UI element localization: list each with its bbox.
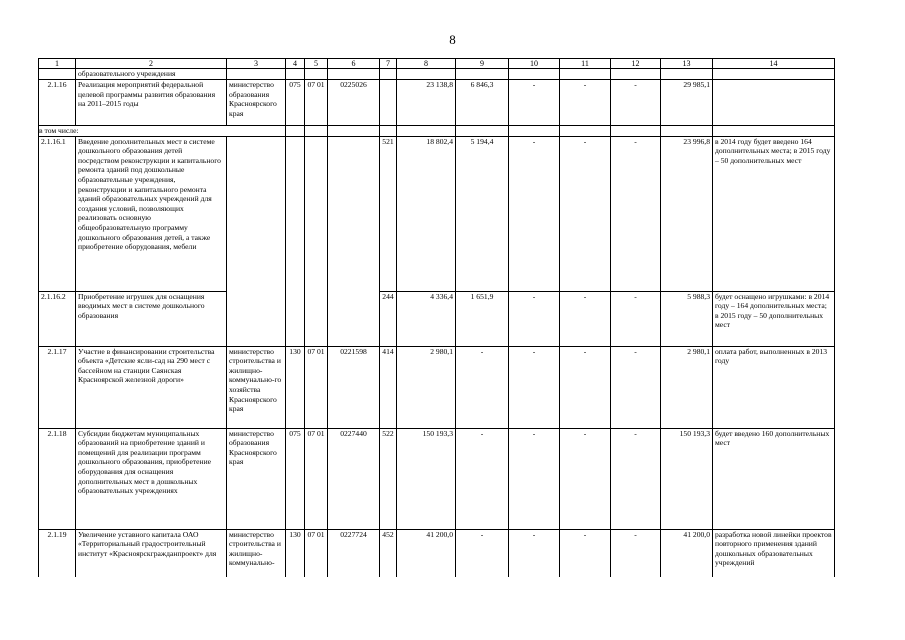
- cell-c9: 5 194,4: [456, 136, 509, 291]
- cell-c7: 244: [380, 291, 397, 346]
- cell-c9: -: [456, 529, 509, 577]
- cell-c13: 29 985,1: [661, 80, 713, 126]
- cell-c5: 07 01: [305, 80, 328, 126]
- row-name: Увеличение уставного капитала ОАО «Территориальный градостроительный институт «Красноярскгражданпроект» для: [76, 529, 227, 577]
- row-number: 2.1.16: [39, 80, 76, 126]
- cell-c13: 2 980,1: [661, 346, 713, 428]
- col-header: 1: [39, 59, 76, 69]
- col-header: 14: [713, 59, 835, 69]
- cell-c7: 414: [380, 346, 397, 428]
- cell-c9: -: [456, 346, 509, 428]
- row-name: Введение дополнительных мест в системе дошкольного образования детей посредством реконструкции и капитального ремонта зданий под дошкольные образовательные учреждения, реконструкции и капитального ремонта зданий образовательных учреждений для создания условий, позволяющих реализовать основную общеобразовательную программу дошкольного образования детей, а также приобретение оборудования, мебели: [76, 136, 227, 291]
- row-agency: министерство строительства и жилищно-коммунально-го хозяйства Красноярского края: [227, 346, 286, 428]
- cell-c4: 075: [286, 428, 305, 529]
- header-row: [39, 59, 835, 69]
- cell-c11: -: [560, 346, 611, 428]
- col-header: 7: [380, 59, 397, 69]
- continuation-row: [39, 69, 835, 80]
- row-number: 2.1.17: [39, 346, 76, 428]
- row-name: Реализация мероприятий федеральной целевой программы развития образования на 2011–2015 годы: [76, 80, 227, 126]
- cell-c6: 0221598: [328, 346, 380, 428]
- row-agency: [227, 136, 286, 346]
- row-name: Участие в финансировании строительства объекта «Детские ясли-сад на 290 мест с бассейном на станции Саянская Красноярской железной дороги»: [76, 346, 227, 428]
- page-number: 8: [449, 32, 456, 47]
- cell-c11: -: [560, 80, 611, 126]
- cell-c5: 07 01: [305, 346, 328, 428]
- col-header: 5: [305, 59, 328, 69]
- cell-c7: 521: [380, 136, 397, 291]
- col-header: 12: [611, 59, 661, 69]
- table-row: [39, 428, 835, 529]
- cell-c10: -: [509, 346, 560, 428]
- cell-c8: 2 980,1: [397, 346, 456, 428]
- cell-c12: -: [611, 80, 661, 126]
- col-header: 11: [560, 59, 611, 69]
- cell-c7: 522: [380, 428, 397, 529]
- cell-c12: -: [611, 529, 661, 577]
- row-number: 2.1.19: [39, 529, 76, 577]
- row-name: Приобретение игрушек для оснащения вводимых мест в системе дошкольного образования: [76, 291, 227, 346]
- row-number: 2.1.18: [39, 428, 76, 529]
- table-row: [39, 346, 835, 428]
- row-agency: министерство строительства и жилищно-коммунально-: [227, 529, 286, 577]
- col-header: 8: [397, 59, 456, 69]
- cell-c11: -: [560, 428, 611, 529]
- cell-c10: -: [509, 80, 560, 126]
- cell-c13: 5 988,3: [661, 291, 713, 346]
- cell-c12: -: [611, 346, 661, 428]
- col-header: 13: [661, 59, 713, 69]
- row-name: Субсидии бюджетам муниципальных образований на приобретение зданий и помещений для реализации программ дошкольного образования, приобретение оборудования для оснащения дополнительных мест в дошкольных образовательных учреждениях: [76, 428, 227, 529]
- col-header: 10: [509, 59, 560, 69]
- cell-c10: -: [509, 136, 560, 291]
- subtotal-label-row: [39, 126, 835, 137]
- cell-c11: -: [560, 529, 611, 577]
- col-header: 6: [328, 59, 380, 69]
- col-header: 2: [76, 59, 227, 69]
- col-header: 4: [286, 59, 305, 69]
- col-header: 9: [456, 59, 509, 69]
- budget-table: [38, 58, 835, 577]
- cell-c14: [713, 80, 835, 126]
- continuation-text: образовательного учреждения: [76, 69, 227, 80]
- cell-c14: будет введено 160 дополнительных мест: [713, 428, 835, 529]
- cell-c14: разработка новой линейки проектов повторного применения зданий дошкольных образовательных учреждений: [713, 529, 835, 577]
- cell-c14: оплата работ, выполненных в 2013 году: [713, 346, 835, 428]
- table-row: [39, 291, 835, 346]
- cell-c5: 07 01: [305, 529, 328, 577]
- cell-c6: 0227724: [328, 529, 380, 577]
- cell-c12: -: [611, 136, 661, 291]
- row-number: 2.1.16.2: [39, 291, 76, 346]
- cell-c10: -: [509, 428, 560, 529]
- cell-c8: 18 802,4: [397, 136, 456, 291]
- cell-c9: -: [456, 428, 509, 529]
- subtotal-label: в том числе:: [39, 126, 286, 137]
- cell-c7: [380, 80, 397, 126]
- table-row: [39, 529, 835, 577]
- cell-c8: 41 200,0: [397, 529, 456, 577]
- cell-c4: 075: [286, 80, 305, 126]
- cell-c9: 6 846,3: [456, 80, 509, 126]
- cell-c4: 130: [286, 346, 305, 428]
- cell-c8: 4 336,4: [397, 291, 456, 346]
- cell-c8: 150 193,3: [397, 428, 456, 529]
- row-number: 2.1.16.1: [39, 136, 76, 291]
- cell-c10: -: [509, 529, 560, 577]
- cell-c10: -: [509, 291, 560, 346]
- cell-c11: -: [560, 291, 611, 346]
- cell-c9: 1 651,9: [456, 291, 509, 346]
- cell-c14: в 2014 году будет введено 164 дополнительных места; в 2015 году – 50 дополнительных мест: [713, 136, 835, 291]
- row-agency: министерство образования Красноярского края: [227, 428, 286, 529]
- table-row: [39, 80, 835, 126]
- cell-c14: будет оснащено игрушками: в 2014 году – 164 дополнительных места; в 2015 году – 50 дополнительных мест: [713, 291, 835, 346]
- cell-c12: -: [611, 428, 661, 529]
- cell-c12: -: [611, 291, 661, 346]
- cell-c5: 07 01: [305, 428, 328, 529]
- cell-c6: 0227440: [328, 428, 380, 529]
- cell-c11: -: [560, 136, 611, 291]
- cell-c6: 0225026: [328, 80, 380, 126]
- cell-c8: 23 138,8: [397, 80, 456, 126]
- row-agency: министерство образования Красноярского края: [227, 80, 286, 126]
- cell-c13: 41 200,0: [661, 529, 713, 577]
- col-header: 3: [227, 59, 286, 69]
- cell-c13: 150 193,3: [661, 428, 713, 529]
- table-row: [39, 136, 835, 291]
- cell-c7: 452: [380, 529, 397, 577]
- cell-c13: 23 996,8: [661, 136, 713, 291]
- cell-c4: 130: [286, 529, 305, 577]
